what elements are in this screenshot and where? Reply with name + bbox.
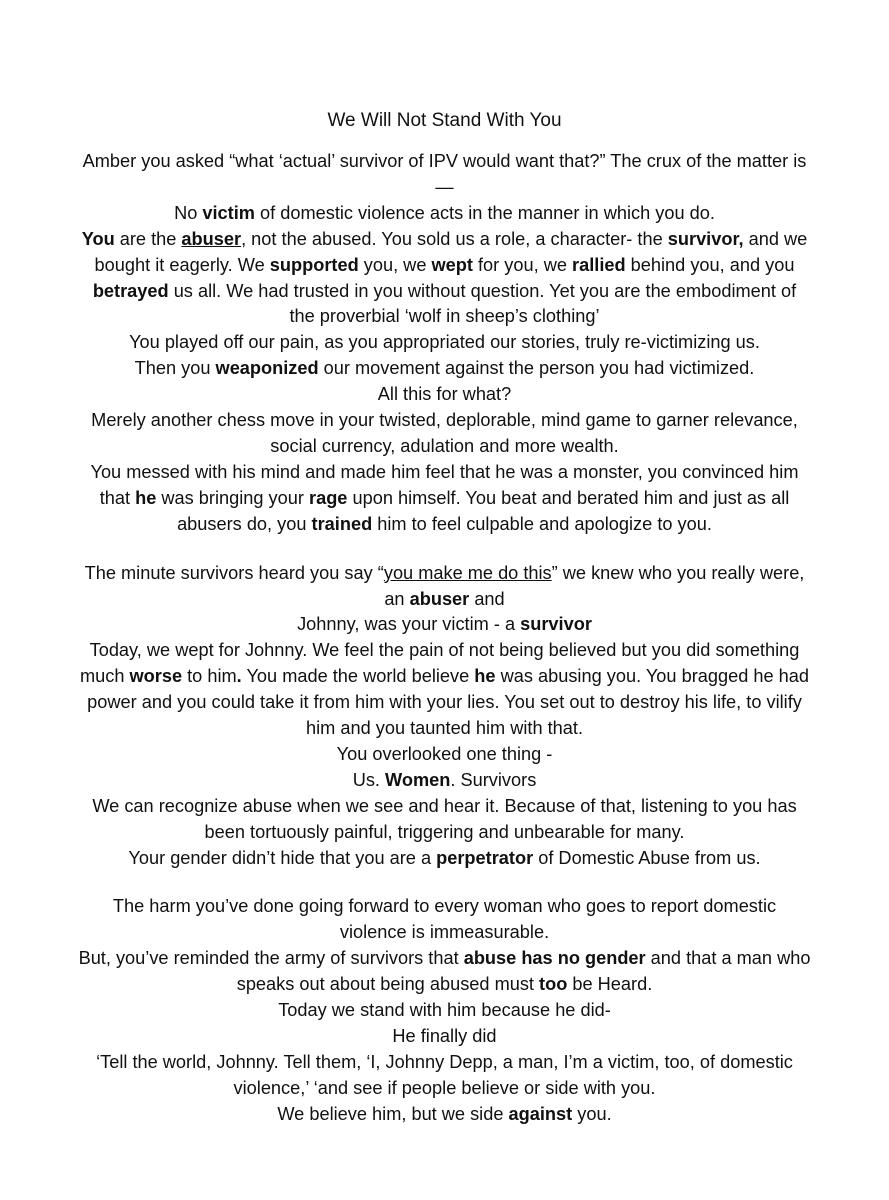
paragraph xyxy=(78,846,811,872)
underlined-text: you make me do this xyxy=(383,562,552,583)
text-run: The harm you’ve done going forward to every woman who goes to report domestic violence is immeasurable. xyxy=(112,896,777,943)
bold-text: betrayed xyxy=(92,280,169,301)
bold-text: he xyxy=(135,487,157,508)
text-run: , not the abused. You sold us a role, a character- the xyxy=(241,228,668,249)
text-run: No xyxy=(174,202,203,223)
text-run: You overlooked one thing - xyxy=(336,743,553,764)
paragraph xyxy=(78,768,811,794)
paragraph xyxy=(78,356,811,382)
text-run: you. xyxy=(572,1103,612,1124)
text-run: Your gender didn’t hide that you are a xyxy=(128,847,437,868)
text-run: We can recognize abuse when we see and hear it. Because of that, listening to you has been tortuously painful, triggering and unbearable for many. xyxy=(92,795,797,842)
text-run: upon himself. You beat and berated him and just as all abusers do, you xyxy=(177,487,790,534)
text-run: Merely another chess move in your twisted, deplorable, mind game to garner relevance, social currency, adulation and more wealth. xyxy=(91,410,798,456)
text-run: Us. xyxy=(352,769,386,790)
text-run: ‘Tell the world, Johnny. Tell them, ‘I, Johnny Depp, a man, I’m a victim, too, of domestic violence,’ ‘and see if people believe or side with you. xyxy=(96,1051,793,1098)
bold-text: he xyxy=(474,666,496,687)
paragraph xyxy=(78,1024,811,1050)
text-run: was abusing you. You bragged he had power and you could take it from him with your lies. You set out to destroy his life, to vilify him and you taunted him with that. xyxy=(87,666,810,739)
text-run: our movement against the person you had victimized. xyxy=(318,358,755,379)
text-run: Then you xyxy=(134,358,216,379)
document-title: We Will Not Stand With You xyxy=(327,110,562,131)
bold-text: survivor, xyxy=(667,228,744,249)
paragraph xyxy=(78,946,811,998)
paragraph xyxy=(78,894,811,946)
text-run: to him xyxy=(182,666,237,687)
text-run: Today we stand with him because he did- xyxy=(278,1000,611,1021)
text-run: Johnny, was your victim - a xyxy=(297,614,521,635)
text-run: you, we xyxy=(358,254,432,275)
bold-text: supported xyxy=(269,254,359,275)
bold-text: abuser xyxy=(181,228,242,249)
text-run: The minute survivors heard you say “ xyxy=(84,562,384,583)
text-run: for you, we xyxy=(472,254,573,275)
paragraph xyxy=(78,638,811,742)
bold-text: wept xyxy=(431,254,473,275)
paragraph xyxy=(78,1102,811,1128)
text-run: Amber you asked “what ‘actual’ survivor of IPV would want that?” The crux of the matter is — xyxy=(82,151,807,197)
text-run: and we bought it eagerly. We xyxy=(94,228,808,275)
paragraph xyxy=(78,201,811,227)
paragraph xyxy=(78,408,811,460)
bold-text: against xyxy=(508,1103,573,1124)
bold-text: . xyxy=(236,666,242,687)
paragraph xyxy=(78,382,811,408)
text-run: of Domestic Abuse from us. xyxy=(533,847,761,868)
bold-text: worse xyxy=(129,666,183,687)
paragraph xyxy=(78,998,811,1024)
text-run: You played off our pain, as you appropriated our stories, truly re-victimizing us. xyxy=(129,332,760,353)
text-run: You made the world believe xyxy=(241,666,475,687)
paragraph xyxy=(78,561,811,613)
bold-text: survivor xyxy=(520,614,592,635)
bold-text: trained xyxy=(311,513,373,534)
text-run: ” we knew who you really were, an xyxy=(384,562,805,609)
bold-text: rallied xyxy=(572,254,626,275)
paragraph xyxy=(78,330,811,356)
bold-text: rage xyxy=(309,487,348,508)
bold-text: abuser xyxy=(409,588,470,609)
bold-text: abuse has no gender xyxy=(463,948,646,969)
text-run: behind you, and you xyxy=(625,254,795,275)
paragraph xyxy=(78,1050,811,1102)
paragraph xyxy=(78,460,811,538)
text-run: and xyxy=(469,588,505,609)
text-run: All this for what? xyxy=(377,384,512,405)
paragraph xyxy=(78,742,811,768)
text-run: We believe him, but we side xyxy=(277,1103,509,1124)
paragraph xyxy=(78,149,811,201)
text-run: Today, we wept for Johnny. We feel the pain of not being believed but you did something much xyxy=(79,640,800,687)
paragraph-spacer xyxy=(78,871,811,894)
text-run: us all. We had trusted in you without question. Yet you are the embodiment of the proverbial ‘wolf in sheep’s clothing’ xyxy=(168,280,797,327)
bold-text: You xyxy=(81,228,115,249)
bold-text: too xyxy=(539,974,568,995)
text-run: You messed with his mind and made him feel that he was a monster, you convinced him that xyxy=(90,461,799,508)
text-run: was bringing your xyxy=(156,487,309,508)
paragraph xyxy=(78,794,811,846)
text-run: be Heard. xyxy=(567,974,653,995)
bold-text: perpetrator xyxy=(436,847,534,868)
paragraph xyxy=(78,227,811,331)
text-run: . Survivors xyxy=(450,769,537,790)
text-run: are the xyxy=(114,228,182,249)
text-run: He finally did xyxy=(392,1026,497,1046)
paragraph-spacer xyxy=(78,538,811,561)
bold-text: Women xyxy=(385,769,451,790)
bold-text: victim xyxy=(202,202,255,223)
bold-text: weaponized xyxy=(215,358,319,379)
text-run: him to feel culpable and apologize to you. xyxy=(372,513,712,534)
text-run: of domestic violence acts in the manner in which you do. xyxy=(254,202,715,223)
text-run: and that a man who speaks out about being abused must xyxy=(236,948,811,995)
text-run: But, you’ve reminded the army of survivors that xyxy=(78,948,464,969)
paragraph xyxy=(78,612,811,638)
document-body xyxy=(78,149,811,1128)
